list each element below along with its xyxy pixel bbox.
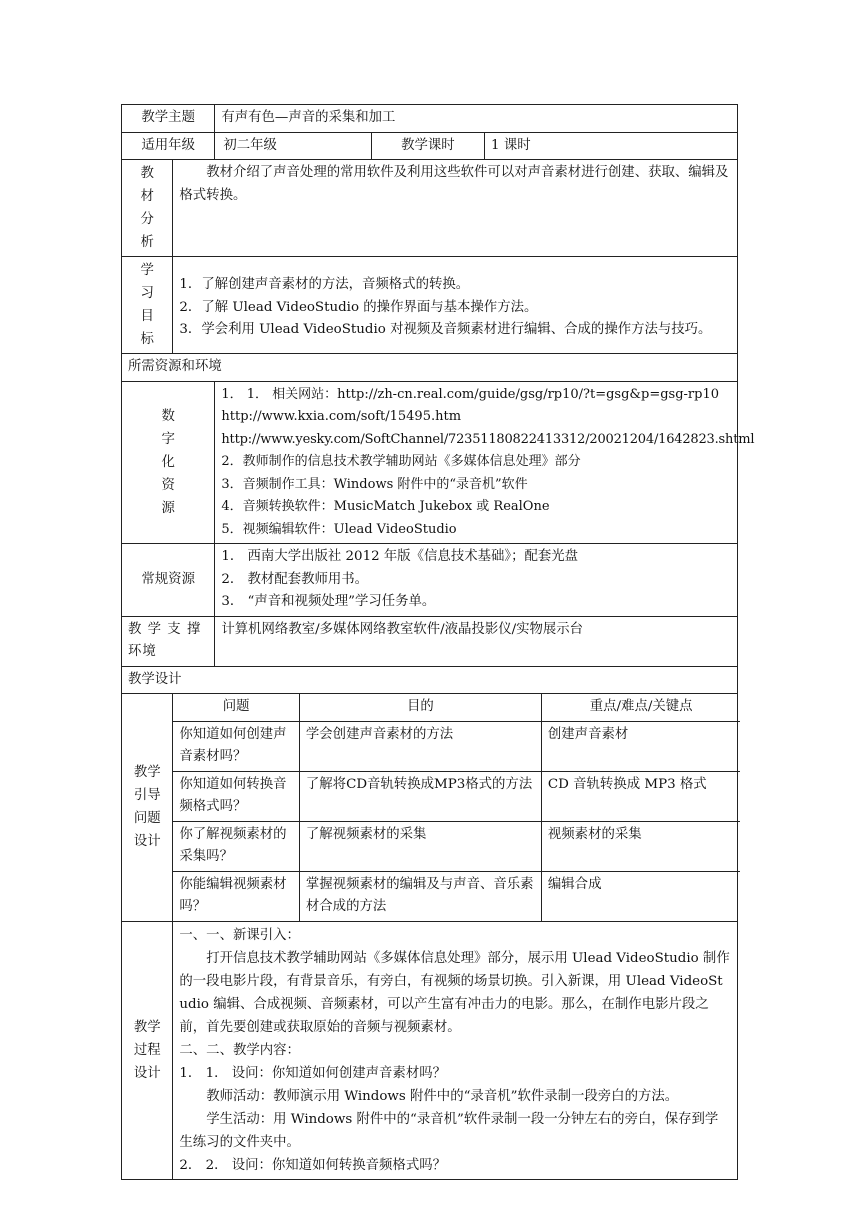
- teacher-activity: 教师活动：教师演示用 Windows 附件中的“录音机”软件录制一段旁白的方法。: [206, 1088, 679, 1104]
- regular-item: 3． “声音和视频处理”学习任务单。: [221, 594, 436, 609]
- lesson-plan-table: [121, 104, 755, 1180]
- process-label: 教学过程设计: [122, 921, 173, 1179]
- regular-label: 常规资源: [122, 544, 215, 617]
- goal-item: 2．了解 Ulead VideoStudio 的操作界面与基本操作方法。: [179, 299, 538, 315]
- hours-label: 教学课时: [371, 132, 484, 160]
- question-1: 1． 1． 设问：你知道如何创建声音素材吗？: [179, 1065, 446, 1081]
- material-row: [122, 160, 738, 257]
- label-char: 学: [140, 263, 154, 278]
- resources-header: 所需资源和环境: [122, 354, 738, 382]
- guide-key: 编辑合成: [541, 871, 740, 921]
- label-char: 数: [161, 408, 175, 424]
- grade-value: 初二年级: [215, 132, 371, 160]
- goal-item: 1．了解创建声音素材的方法，音频格式的转换。: [179, 277, 470, 293]
- guide-table-cell: [173, 694, 738, 922]
- goals-row: [122, 257, 738, 354]
- guide-table: [173, 694, 740, 921]
- guide-label: 教学引导问题设计: [122, 694, 173, 922]
- guide-goal: 学会创建声音素材的方法: [299, 721, 541, 771]
- environment-row: [122, 616, 738, 666]
- digital-item: http://www.yesky.com/SoftChannel/72351180822413312/20021204/1642823.shtml: [221, 431, 755, 447]
- digital-label: [122, 381, 215, 544]
- design-header: 教学设计: [122, 666, 738, 694]
- topic-row: [122, 105, 738, 133]
- label-char: 资: [161, 477, 175, 493]
- guide-goal: 掌握视频素材的编辑及与声音、音乐素材合成的方法: [299, 871, 541, 921]
- guide-col-header: 问题: [173, 694, 299, 721]
- guide-question: 你了解视频素材的采集吗？: [173, 821, 299, 871]
- guide-table-row: [173, 871, 740, 921]
- environment-text: 计算机网络教室/多媒体网络教室软件/液晶投影仪/实物展示台: [215, 616, 738, 666]
- digital-item: 4．音频转换软件：MusicMatch Jukebox 或 RealOne: [221, 499, 550, 514]
- intro-title: 一、一、新课引入：: [179, 927, 300, 943]
- label-char: 字: [161, 431, 175, 447]
- label-char: 源: [161, 500, 175, 516]
- regular-list: [215, 544, 738, 617]
- guide-goal: 了解将CD音轨转换成MP3格式的方法: [299, 771, 541, 821]
- guide-goal: 了解视频素材的采集: [299, 821, 541, 871]
- digital-item: 1． 1． 相关网站：http://zh-cn.real.com/guide/gsg/rp10/?t=gsg&p=gsg-rp10: [221, 386, 719, 402]
- grade-label: 适用年级: [122, 132, 215, 160]
- guide-key: 视频素材的采集: [541, 821, 740, 871]
- digital-item: http://www.kxia.com/soft/15495.htm: [221, 409, 462, 424]
- material-text: 教材介绍了声音处理的常用软件及利用这些软件可以对声音素材进行创建、获取、编辑及格式转换。: [173, 160, 738, 257]
- digital-item: 2．教师制作的信息技术教学辅助网站《多媒体信息处理》部分: [221, 454, 581, 469]
- guide-question: 你知道如何转换音频格式吗？: [173, 771, 299, 821]
- guide-table-row: [173, 771, 740, 821]
- digital-item: 5．视频编辑软件：Ulead VideoStudio: [221, 521, 457, 537]
- guide-question: 你知道如何创建声音素材吗？: [173, 721, 299, 771]
- digital-item: 3．音频制作工具：Windows 附件中的“录音机”软件: [221, 476, 528, 492]
- process-row: [122, 921, 738, 1179]
- goals-label: [122, 257, 173, 354]
- question-2: 2． 2． 设问：你知道如何转换音频格式吗？: [179, 1157, 446, 1173]
- guide-col-header: 重点/难点/关键点: [541, 694, 740, 721]
- goal-item: 3．学会利用 Ulead VideoStudio 对视频及音频素材进行编辑、合成的操作方法与技巧。: [179, 322, 712, 338]
- label-char: 析: [140, 235, 154, 250]
- resources-header-row: [122, 354, 738, 382]
- guide-question: 你能编辑视频素材吗？: [173, 871, 299, 921]
- environment-label: 教 学 支 撑 环境: [122, 616, 215, 666]
- label-char: 材: [140, 189, 154, 204]
- label-char: 分: [140, 212, 154, 227]
- guide-row: [122, 694, 738, 922]
- label-char: 目: [140, 309, 154, 324]
- intro-text: 打开信息技术教学辅助网站《多媒体信息处理》部分，展示用 Ulead VideoStudio 制作的一段电影片段，有背景音乐，有旁白，有视频的场景切换。引入新课，用 Ulead VideoStudio 编辑、合成视频、音频素材，可以产生富有冲击力的电影。那么，在制作电影片段之前，首先要创建或获取原始的音频与视频素材。: [179, 950, 730, 1035]
- guide-col-header: 目的: [299, 694, 541, 721]
- label-char: 标: [140, 332, 154, 347]
- content-title: 二、二、教学内容：: [179, 1042, 300, 1058]
- goals-list: [173, 257, 738, 354]
- regular-item: 2． 教材配套教师用书。: [221, 571, 369, 587]
- regular-item: 1． 西南大学出版社 2012 年版《信息技术基础》；配套光盘: [221, 549, 579, 564]
- digital-row: [122, 381, 738, 544]
- material-label: [122, 160, 173, 257]
- hours-value: 1 课时: [485, 132, 738, 160]
- label-char: 化: [161, 454, 175, 470]
- label-char: 教: [140, 166, 154, 181]
- topic-value: 有声有色—声音的采集和加工: [215, 105, 738, 133]
- topic-label: 教学主题: [122, 105, 215, 133]
- grade-row: [122, 132, 738, 160]
- digital-list: [215, 381, 755, 544]
- regular-row: [122, 544, 738, 617]
- guide-key: CD 音轨转换成 MP3 格式: [541, 771, 740, 821]
- guide-key: 创建声音素材: [541, 721, 740, 771]
- process-content: [173, 921, 738, 1179]
- label-char: 习: [140, 286, 154, 301]
- guide-table-row: [173, 721, 740, 771]
- guide-header-row: [173, 694, 740, 721]
- guide-table-row: [173, 821, 740, 871]
- design-header-row: [122, 666, 738, 694]
- student-activity: 学生活动：用 Windows 附件中的“录音机”软件录制一段一分钟左右的旁白，保存到学生练习的文件夹中。: [179, 1111, 719, 1150]
